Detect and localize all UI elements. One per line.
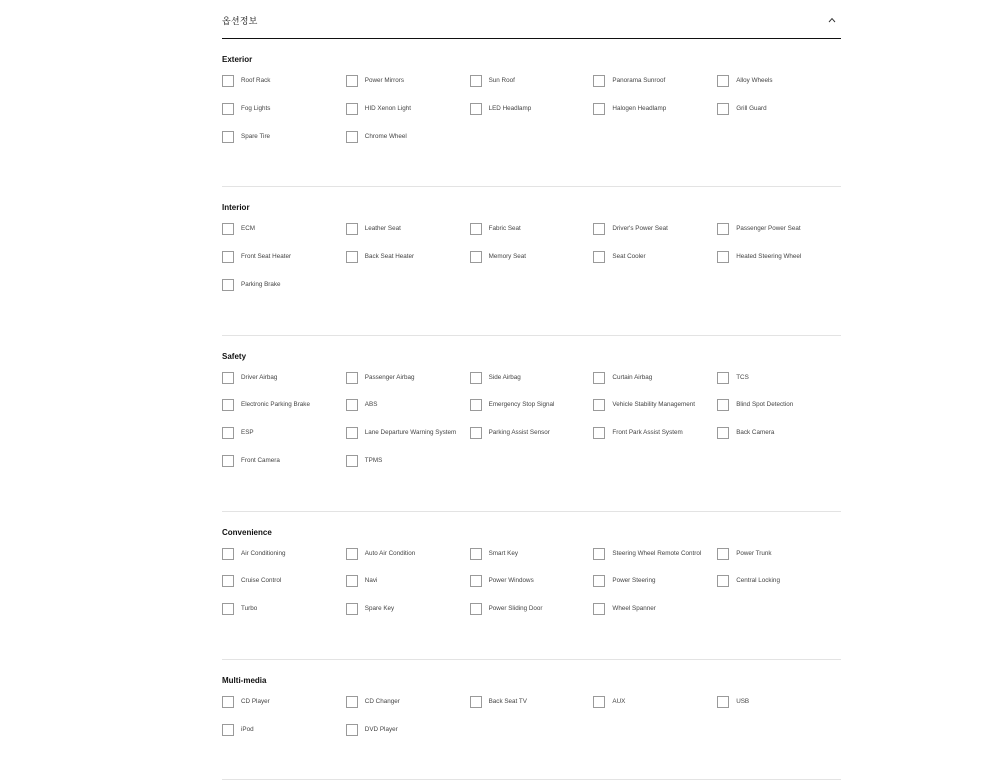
option-item[interactable] <box>222 427 346 455</box>
option-item[interactable] <box>222 279 346 307</box>
option-item[interactable] <box>222 696 346 724</box>
option-label: Smart Key <box>488 549 518 557</box>
option-label: Back Seat TV <box>488 697 527 705</box>
option-item[interactable] <box>470 75 594 103</box>
option-checkbox[interactable] <box>346 223 358 235</box>
option-item[interactable] <box>222 575 346 603</box>
section-title: Exterior <box>222 55 253 64</box>
option-label: Driver Airbag <box>241 373 278 381</box>
option-item[interactable] <box>593 575 717 603</box>
option-item[interactable] <box>717 103 841 131</box>
option-item[interactable] <box>346 696 470 724</box>
option-checkbox[interactable] <box>346 251 358 263</box>
option-label: Front Seat Heater <box>241 253 292 260</box>
option-section <box>222 53 841 187</box>
option-checkbox[interactable] <box>470 575 482 587</box>
option-checkbox[interactable] <box>717 251 729 263</box>
option-checkbox[interactable] <box>717 548 729 560</box>
option-item[interactable] <box>470 603 594 631</box>
option-item[interactable] <box>593 603 717 631</box>
option-checkbox[interactable] <box>593 223 605 235</box>
option-label: Power Trunk <box>736 549 772 557</box>
option-checkbox[interactable] <box>593 548 605 560</box>
option-checkbox[interactable] <box>346 696 358 708</box>
option-item[interactable] <box>717 75 841 103</box>
option-item[interactable] <box>346 103 470 131</box>
options-panel <box>222 0 841 780</box>
option-label: Alloy Wheels <box>736 77 773 84</box>
options-panel-header[interactable] <box>222 0 841 39</box>
option-label: USB <box>736 697 750 705</box>
option-label: Turbo <box>241 605 258 612</box>
option-label: Spare Key <box>364 605 395 612</box>
option-checkbox[interactable] <box>222 223 234 235</box>
option-checkbox[interactable] <box>222 603 234 615</box>
option-label: TPMS <box>364 456 383 464</box>
option-item[interactable] <box>346 75 470 103</box>
option-label: Air Conditioning <box>241 549 286 557</box>
option-item[interactable] <box>593 223 717 251</box>
option-checkbox[interactable] <box>470 372 482 384</box>
option-item[interactable] <box>717 251 841 279</box>
option-item[interactable] <box>222 548 346 576</box>
option-checkbox[interactable] <box>593 75 605 87</box>
option-item[interactable] <box>470 548 594 576</box>
option-checkbox[interactable] <box>222 696 234 708</box>
option-label: Fog Lights <box>241 104 271 112</box>
option-label: Vehicle Stability Management <box>612 401 695 409</box>
option-grid <box>222 223 841 306</box>
option-label: Wheel Spanner <box>612 605 656 612</box>
option-checkbox[interactable] <box>346 603 358 615</box>
option-item[interactable] <box>470 399 594 427</box>
option-item[interactable] <box>593 372 717 400</box>
option-checkbox[interactable] <box>346 75 358 87</box>
option-item[interactable] <box>346 724 470 752</box>
option-item[interactable] <box>222 103 346 131</box>
option-checkbox[interactable] <box>593 103 605 115</box>
option-label: HID Xenon Light <box>364 104 412 112</box>
option-item[interactable] <box>346 251 470 279</box>
option-checkbox[interactable] <box>222 548 234 560</box>
option-label: Roof Rack <box>241 77 271 84</box>
option-item[interactable] <box>717 696 841 724</box>
option-label: Parking Assist Sensor <box>488 429 550 436</box>
option-item[interactable] <box>717 548 841 576</box>
option-checkbox[interactable] <box>346 131 358 143</box>
option-label: Heated Steering Wheel <box>736 253 802 260</box>
option-label: Side Airbag <box>488 373 521 381</box>
option-item[interactable] <box>593 696 717 724</box>
option-checkbox[interactable] <box>346 399 358 411</box>
option-label: Front Park Assist System <box>612 429 683 436</box>
option-checkbox[interactable] <box>717 575 729 587</box>
option-item[interactable] <box>222 131 346 159</box>
option-grid <box>222 75 841 158</box>
option-label: Cruise Control <box>241 577 282 585</box>
option-checkbox[interactable] <box>717 696 729 708</box>
option-item[interactable] <box>470 223 594 251</box>
option-item[interactable] <box>717 372 841 400</box>
option-checkbox[interactable] <box>346 372 358 384</box>
option-checkbox[interactable] <box>470 603 482 615</box>
option-item[interactable] <box>593 75 717 103</box>
option-label: Blind Spot Detection <box>736 401 794 409</box>
option-checkbox[interactable] <box>346 724 358 736</box>
option-checkbox[interactable] <box>717 103 729 115</box>
option-label: Chrome Wheel <box>364 132 407 140</box>
option-label: DVD Player <box>364 725 398 733</box>
option-label: Passenger Power Seat <box>736 225 801 233</box>
option-label: Back Camera <box>736 429 775 436</box>
option-label: Power Windows <box>488 577 534 585</box>
option-checkbox[interactable] <box>346 548 358 560</box>
option-checkbox[interactable] <box>470 548 482 560</box>
option-label: Passenger Airbag <box>364 373 415 381</box>
option-checkbox[interactable] <box>717 75 729 87</box>
option-item[interactable] <box>717 427 841 455</box>
option-item[interactable] <box>222 603 346 631</box>
option-checkbox[interactable] <box>222 455 234 467</box>
option-checkbox[interactable] <box>470 399 482 411</box>
option-item[interactable] <box>222 223 346 251</box>
option-label: iPod <box>241 725 254 733</box>
option-checkbox[interactable] <box>222 399 234 411</box>
option-checkbox[interactable] <box>222 575 234 587</box>
option-checkbox[interactable] <box>593 251 605 263</box>
option-label: Driver's Power Seat <box>612 225 668 233</box>
option-label: Sun Roof <box>488 77 515 84</box>
option-item[interactable] <box>717 223 841 251</box>
option-checkbox[interactable] <box>222 372 234 384</box>
option-checkbox[interactable] <box>717 223 729 235</box>
option-label: ESP <box>241 429 254 436</box>
section-title: Multi-media <box>222 675 267 685</box>
option-item[interactable] <box>470 103 594 131</box>
option-item[interactable] <box>593 548 717 576</box>
option-item[interactable] <box>346 372 470 400</box>
option-label: ABS <box>364 401 378 409</box>
option-item[interactable] <box>222 724 346 752</box>
option-checkbox[interactable] <box>470 75 482 87</box>
option-label: Central Locking <box>736 577 780 585</box>
option-checkbox[interactable] <box>222 251 234 263</box>
option-section <box>222 674 841 780</box>
option-checkbox[interactable] <box>593 372 605 384</box>
option-label: Power Steering <box>612 577 656 585</box>
option-label: Fabric Seat <box>488 225 521 233</box>
option-checkbox[interactable] <box>717 399 729 411</box>
option-checkbox[interactable] <box>470 251 482 263</box>
option-grid <box>222 696 841 752</box>
option-label: Emergency Stop Signal <box>488 401 555 409</box>
option-item[interactable] <box>222 372 346 400</box>
option-item[interactable] <box>346 223 470 251</box>
option-checkbox[interactable] <box>717 372 729 384</box>
option-checkbox[interactable] <box>593 575 605 587</box>
option-item[interactable] <box>470 372 594 400</box>
option-label: AUX <box>612 697 626 705</box>
option-item[interactable] <box>470 427 594 455</box>
option-item[interactable] <box>346 455 470 483</box>
option-item[interactable] <box>470 575 594 603</box>
option-label: Seat Cooler <box>612 253 646 260</box>
option-section <box>222 201 841 335</box>
option-checkbox[interactable] <box>593 427 605 439</box>
option-checkbox[interactable] <box>222 131 234 143</box>
option-label: TCS <box>736 373 749 381</box>
option-label: LED Headlamp <box>488 104 532 112</box>
option-checkbox[interactable] <box>593 603 605 615</box>
option-item[interactable] <box>593 103 717 131</box>
option-label: Power Mirrors <box>364 77 404 84</box>
option-checkbox[interactable] <box>593 399 605 411</box>
option-label: Lane Departure Warning System <box>364 429 457 436</box>
option-item[interactable] <box>593 427 717 455</box>
option-section <box>222 526 841 660</box>
option-item[interactable] <box>346 603 470 631</box>
option-item[interactable] <box>346 575 470 603</box>
option-checkbox[interactable] <box>346 427 358 439</box>
option-label: ECM <box>241 225 255 233</box>
option-checkbox[interactable] <box>222 724 234 736</box>
option-checkbox[interactable] <box>470 696 482 708</box>
option-grid <box>222 372 841 483</box>
option-grid <box>222 548 841 631</box>
option-label: CD Changer <box>364 697 400 705</box>
option-checkbox[interactable] <box>593 696 605 708</box>
option-checkbox[interactable] <box>470 427 482 439</box>
option-checkbox[interactable] <box>222 103 234 115</box>
panel-title: 옵션정보 <box>222 15 258 26</box>
option-item[interactable] <box>346 131 470 159</box>
section-title: Interior <box>222 203 250 213</box>
option-checkbox[interactable] <box>346 103 358 115</box>
option-checkbox[interactable] <box>222 75 234 87</box>
option-item[interactable] <box>470 696 594 724</box>
option-label: Back Seat Heater <box>364 253 415 260</box>
option-checkbox[interactable] <box>222 427 234 439</box>
option-label: Parking Brake <box>241 280 281 288</box>
option-label: Curtain Airbag <box>612 373 653 381</box>
option-label: Spare Tire <box>241 132 271 140</box>
option-checkbox[interactable] <box>346 455 358 467</box>
option-sections <box>222 53 841 780</box>
option-item[interactable] <box>222 455 346 483</box>
section-title: Convenience <box>222 527 272 537</box>
option-item[interactable] <box>222 75 346 103</box>
option-label: Front Camera <box>241 456 280 464</box>
option-label: Navi <box>364 577 378 585</box>
chevron-up-icon <box>828 17 836 23</box>
option-item[interactable] <box>593 399 717 427</box>
option-checkbox[interactable] <box>470 103 482 115</box>
option-label: CD Player <box>241 697 270 705</box>
option-item[interactable] <box>593 251 717 279</box>
option-label: Electronic Parking Brake <box>241 401 310 409</box>
option-label: Grill Guard <box>736 104 767 112</box>
option-item[interactable] <box>222 251 346 279</box>
option-label: Memory Seat <box>488 253 527 260</box>
option-label: Panorama Sunroof <box>612 77 666 84</box>
option-section <box>222 350 841 512</box>
option-item[interactable] <box>346 548 470 576</box>
option-label: Power Sliding Door <box>488 605 543 612</box>
option-checkbox[interactable] <box>470 223 482 235</box>
option-item[interactable] <box>346 399 470 427</box>
option-item[interactable] <box>470 251 594 279</box>
option-item[interactable] <box>717 399 841 427</box>
option-checkbox[interactable] <box>346 575 358 587</box>
section-title: Safety <box>222 351 247 361</box>
option-checkbox[interactable] <box>717 427 729 439</box>
collapse-button[interactable] <box>825 13 839 27</box>
option-label: Leather Seat <box>364 225 401 233</box>
option-label: Auto Air Condition <box>364 549 416 557</box>
option-item[interactable] <box>222 399 346 427</box>
option-item[interactable] <box>717 575 841 603</box>
option-checkbox[interactable] <box>222 279 234 291</box>
option-label: Halogen Headlamp <box>612 104 667 112</box>
option-item[interactable] <box>346 427 470 455</box>
option-label: Steering Wheel Remote Control <box>612 549 702 557</box>
